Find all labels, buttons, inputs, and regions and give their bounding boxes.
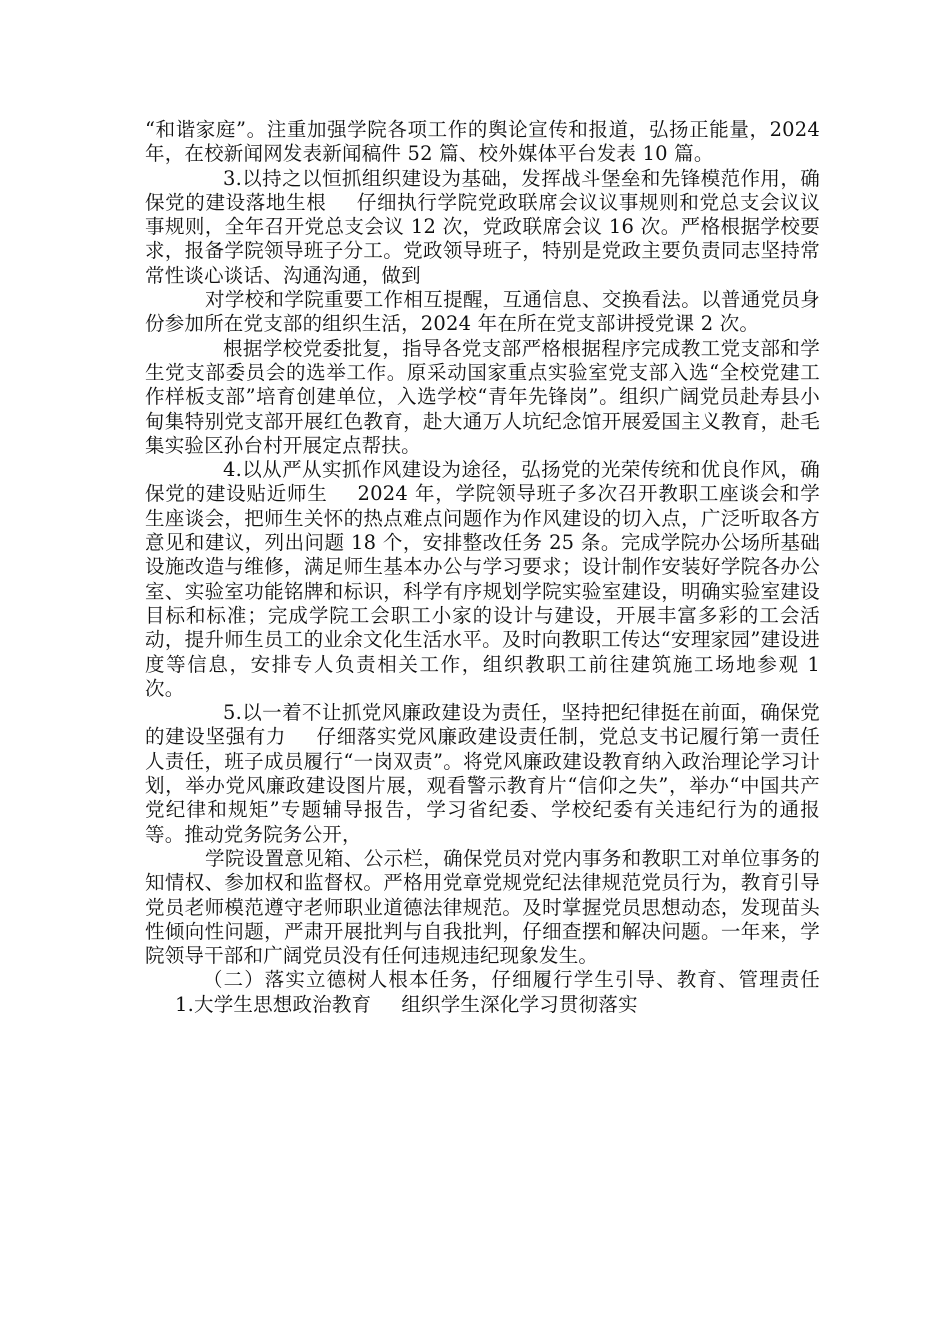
paragraph-work-style — [145, 458, 820, 701]
paragraph-education — [145, 968, 820, 1017]
paragraph-integrity — [145, 701, 820, 847]
paragraph-communication — [145, 288, 820, 337]
paragraph-text: 仔细落实党风廉政建设责任制，党总支书记履行第一责任人责任，班子成员履行“一岗双责”。将党风廉政建设教育纳入政治理论学习计划，举办党风廉政建设图片展，观看警示教育片“信仰之失”，举办“中国共产党纪律和规矩”专题辅导报告，学习省纪委、学校纪委有关违纪行为的通报等。推动党务院务公开， — [145, 725, 820, 846]
paragraph-text: 对学校和学院重要工作相互提醒，互通信息、交换看法。以普通党员身份参加所在党支部的组织生活，2024 年在所在党支部讲授党课 2 次。 — [145, 288, 820, 336]
paragraph-discipline — [145, 847, 820, 968]
paragraph-text: “和谐家庭”。注重加强学院各项工作的舆论宣传和报道，弘扬正能量，2024 年，在校新闻网发表新闻稿件 52 篇、校外媒体平台发表 10 篇。 — [145, 118, 820, 166]
paragraph-party-branch — [145, 337, 820, 458]
section-heading: 5.以一着不让抓党风廉政建设为责任，坚持把纪律挺在前面，确保党的建设坚强有力 — [145, 701, 820, 749]
paragraph-publicity — [145, 118, 820, 167]
paragraph-text: 根据学校党委批复，指导各党支部严格根据程序完成教工党支部和学生党支部委员会的选举工作。原采动国家重点实验室党支部入选“全校党建工作样板支部”培育创建单位，入选学校“青年先锋岗”。组织广阔党员赴寿县小甸集特别党支部开展红色教育，赴大通万人坑纪念馆开展爱国主义教育，赴毛集实验区孙台村开展定点帮扶。 — [145, 336, 820, 457]
paragraph-organization — [145, 167, 820, 288]
section-heading: 3.以持之以恒抓组织建设为基础，发挥战斗堡垒和先锋模范作用，确保党的建设落地生根 — [145, 166, 820, 214]
paragraph-text: 组织学生深化学习贯彻落实 — [401, 992, 638, 1016]
paragraph-text: 学院设置意见箱、公示栏，确保党员对党内事务和教职工对单位事务的知情权、参加权和监督权。严格用党章党规党纪法律规范党员行为，教育引导党员老师模范遵守老师职业道德法律规范。及时掌握党员思想动态，发现苗头性倾向性问题，严肃开展批判与自我批判，仔细查摆和解决问题。一年来，学院领导干部和广阔党员没有任何违规违纪现象发生。 — [145, 846, 820, 968]
paragraph-text: 仔细执行学院党政联席会议议事规则和党总支会议议事规则，全年召开党总支会议 12 次，党政联席会议 16 次。严格根据学校要求，报备学院领导班子分工。党政领导班子，特别是党政主要负责同志坚持常常性谈心谈话、沟通沟通，做到 — [145, 190, 820, 287]
section-heading: 4.以从严从实抓作风建设为途径，弘扬党的光荣传统和优良作风，确保党的建设贴近师生 — [145, 458, 820, 506]
document-page — [145, 118, 820, 1017]
paragraph-text: 2024 年，学院领导班子多次召开教职工座谈会和学生座谈会，把师生关怀的热点难点问题作为作风建设的切入点，广泛听取各方意见和建议，列出问题 18 个，安排整改任务 25 条。完成学院办公场所基础设施改造与维修，满足师生基本办公与学习要求；设计制作安装好学院各办公室、实验室功能铭牌和标识，科学有序规划学院实验室建设，明确实验室建设目标和标准；完成学院工会职工小家的设计与建设，开展丰富多彩的工会活动，提升师生员工的业余文化生活水平。及时向教职工传达“安理家园”建设进度等信息，安排专人负责相关工作，组织教职工前往建筑施工场地参观 1 次。 — [145, 482, 820, 700]
subsection-heading: 1.大学生思想政治教育 — [175, 992, 372, 1016]
section-heading: （二）落实立德树人根本任务，仔细履行学生引导、教育、管理责任 — [203, 968, 820, 992]
